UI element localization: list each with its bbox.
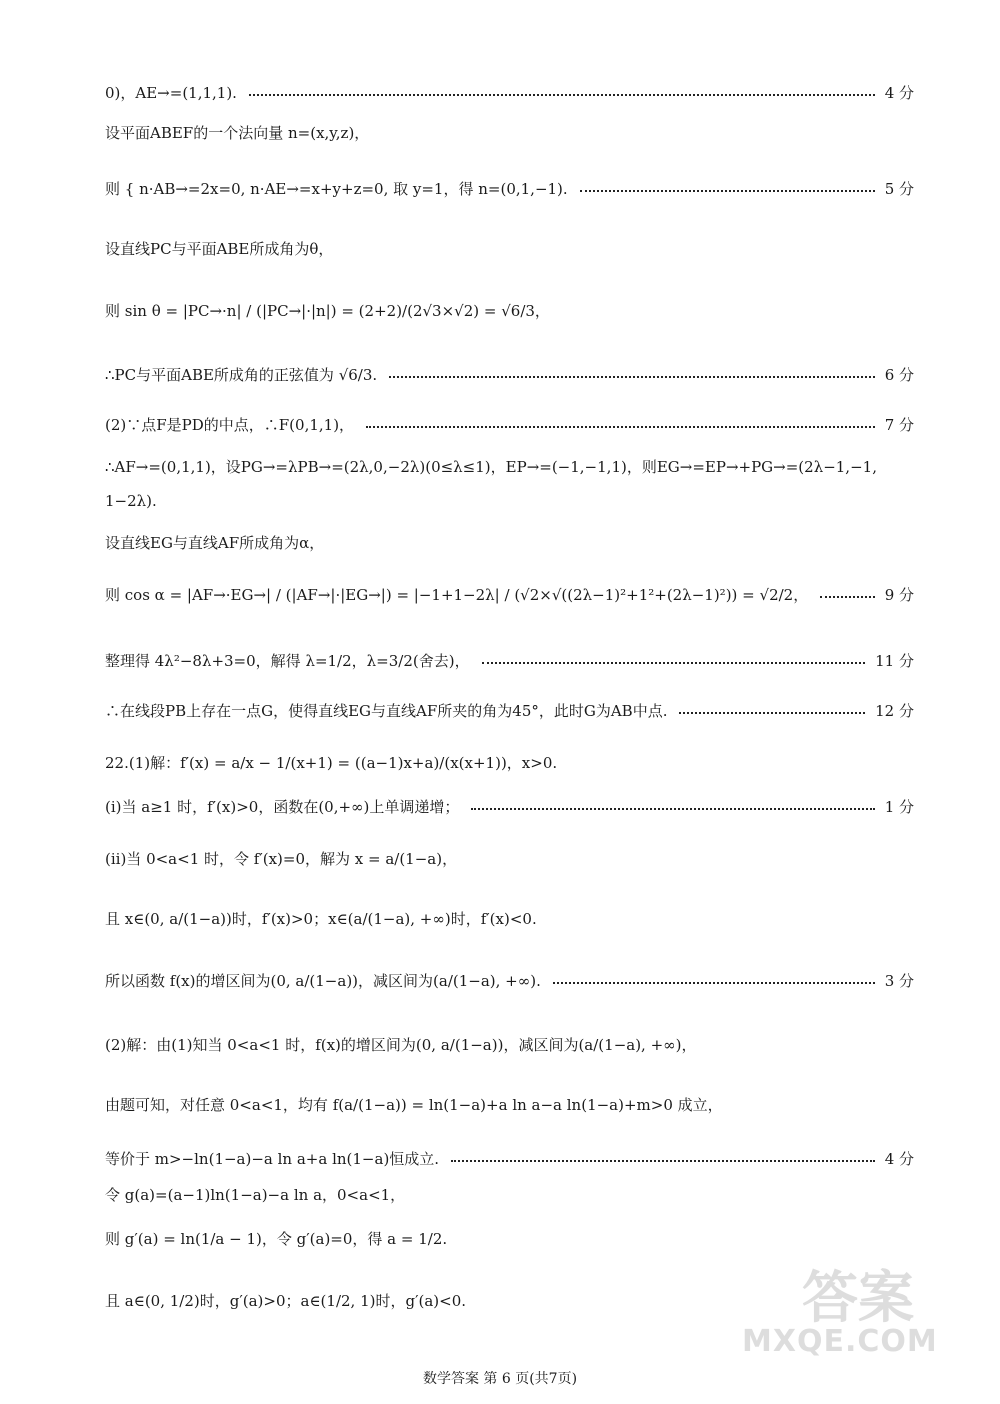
solution-line [105, 532, 914, 554]
score-mark: 4 分 [884, 84, 914, 102]
solution-line [105, 970, 914, 992]
line-text: 则 sin θ = |PC→·n| / (|PC→|·|n|) = (2+2)/(2√3×√2) = √6/3， [105, 302, 550, 320]
solution-line [105, 82, 914, 104]
solution-line [105, 1228, 914, 1250]
line-text: 所以函数 f(x)的增区间为(0, a/(1−a))，减区间为(a/(1−a), +∞). [105, 972, 541, 990]
line-text: (2)解：由(1)知当 0<a<1 时，f(x)的增区间为(0, a/(1−a))，减区间为(a/(1−a), +∞)， [105, 1036, 697, 1054]
solution-line [105, 1034, 914, 1056]
solution-line [105, 700, 914, 722]
solution-line [105, 238, 914, 260]
solution-line [105, 490, 914, 512]
line-text: 0)，AE→=(1,1,1). [105, 84, 237, 102]
line-text: (2)∵点F是PD的中点，∴F(0,1,1)， [105, 416, 355, 434]
solution-line [105, 584, 914, 606]
score-mark: 12 分 [875, 702, 914, 720]
line-text: 设平面ABEF的一个法向量 n=(x,y,z)， [105, 124, 370, 142]
dot-leader [389, 376, 875, 378]
dot-leader [366, 426, 875, 428]
solution-line [105, 1094, 914, 1116]
solution-line [105, 300, 914, 322]
line-text: 则 cos α = |AF→·EG→| / (|AF→|·|EG→|) = |−1+1−2λ| / (√2×√((2λ−1)²+1²+(2λ−1)²)) = √2/2， [105, 586, 809, 604]
line-text: 22.(1)解：f′(x) = a/x − 1/(x+1) = ((a−1)x+a)/(x(x+1))，x>0. [105, 754, 558, 772]
dot-leader [820, 596, 874, 598]
dot-leader [580, 190, 875, 192]
line-text: ∴在线段PB上存在一点G，使得直线EG与直线AF所夹的角为45°，此时G为AB中点. [105, 702, 668, 720]
dot-leader [482, 662, 866, 664]
solution-line [105, 752, 914, 774]
watermark-text: MXQE.COM [742, 1324, 938, 1359]
solution-line [105, 122, 914, 144]
line-text: ∴AF→=(0,1,1)，设PG→=λPB→=(2λ,0,−2λ)(0≤λ≤1)，EP→=(−1,−1,1)，则EG→=EP→+PG→=(2λ−1,−1, [105, 458, 877, 476]
line-text: 1−2λ). [105, 492, 157, 510]
watermark-logo: 答案 [802, 1266, 914, 1331]
solution-line [105, 796, 914, 818]
dot-leader [451, 1160, 875, 1162]
score-mark: 3 分 [884, 972, 914, 990]
score-mark: 9 分 [884, 586, 914, 604]
dot-leader [471, 808, 874, 810]
page-footer: 数学答案 第 6 页(共7页) [422, 1371, 578, 1387]
line-text: 则 { n·AB→=2x=0, n·AE→=x+y+z=0, 取 y=1，得 n=(0,1,−1). [105, 180, 568, 198]
solution-line [105, 908, 914, 930]
line-text: (ⅰ)当 a≥1 时，f′(x)>0，函数在(0,+∞)上单调递增； [105, 798, 460, 816]
score-mark: 11 分 [875, 652, 914, 670]
line-text: 整理得 4λ²−8λ+3=0，解得 λ=1/2，λ=3/2(舍去)， [105, 652, 470, 670]
line-text: 等价于 m>−ln(1−a)−a ln a+a ln(1−a)恒成立. [105, 1150, 440, 1168]
line-text: 设直线PC与平面ABE所成角为θ， [105, 240, 334, 258]
line-text: ∴PC与平面ABE所成角的正弦值为 √6/3. [105, 366, 378, 384]
solution-line [105, 414, 914, 436]
score-mark: 5 分 [884, 180, 914, 198]
score-mark: 4 分 [884, 1150, 914, 1168]
line-text: 且 a∈(0, 1/2)时，g′(a)>0；a∈(1/2, 1)时，g′(a)<0. [105, 1292, 467, 1310]
line-text: 且 x∈(0, a/(1−a))时，f′(x)>0；x∈(a/(1−a), +∞)时，f′(x)<0. [105, 910, 537, 928]
line-text: 则 g′(a) = ln(1/a − 1)，令 g′(a)=0，得 a = 1/2. [105, 1230, 448, 1248]
dot-leader [553, 982, 875, 984]
solution-line [105, 456, 914, 478]
solution-line [105, 364, 914, 386]
line-text: 由题可知，对任意 0<a<1，均有 f(a/(1−a)) = ln(1−a)+a ln a−a ln(1−a)+m>0 成立， [105, 1096, 723, 1114]
solution-line [105, 178, 914, 200]
solution-line [105, 1148, 914, 1170]
site-watermark [742, 1254, 982, 1374]
score-mark: 6 分 [884, 366, 914, 384]
solution-line [105, 848, 914, 870]
dot-leader [679, 712, 865, 714]
solution-line [105, 1184, 914, 1206]
solution-line [105, 650, 914, 672]
score-mark: 1 分 [884, 798, 914, 816]
line-text: 令 g(a)=(a−1)ln(1−a)−a ln a，0<a<1， [105, 1186, 406, 1204]
dot-leader [249, 94, 875, 96]
score-mark: 7 分 [884, 416, 914, 434]
line-text: (ⅱ)当 0<a<1 时，令 f′(x)=0，解为 x = a/(1−a)， [105, 850, 458, 868]
line-text: 设直线EG与直线AF所成角为α， [105, 534, 325, 552]
